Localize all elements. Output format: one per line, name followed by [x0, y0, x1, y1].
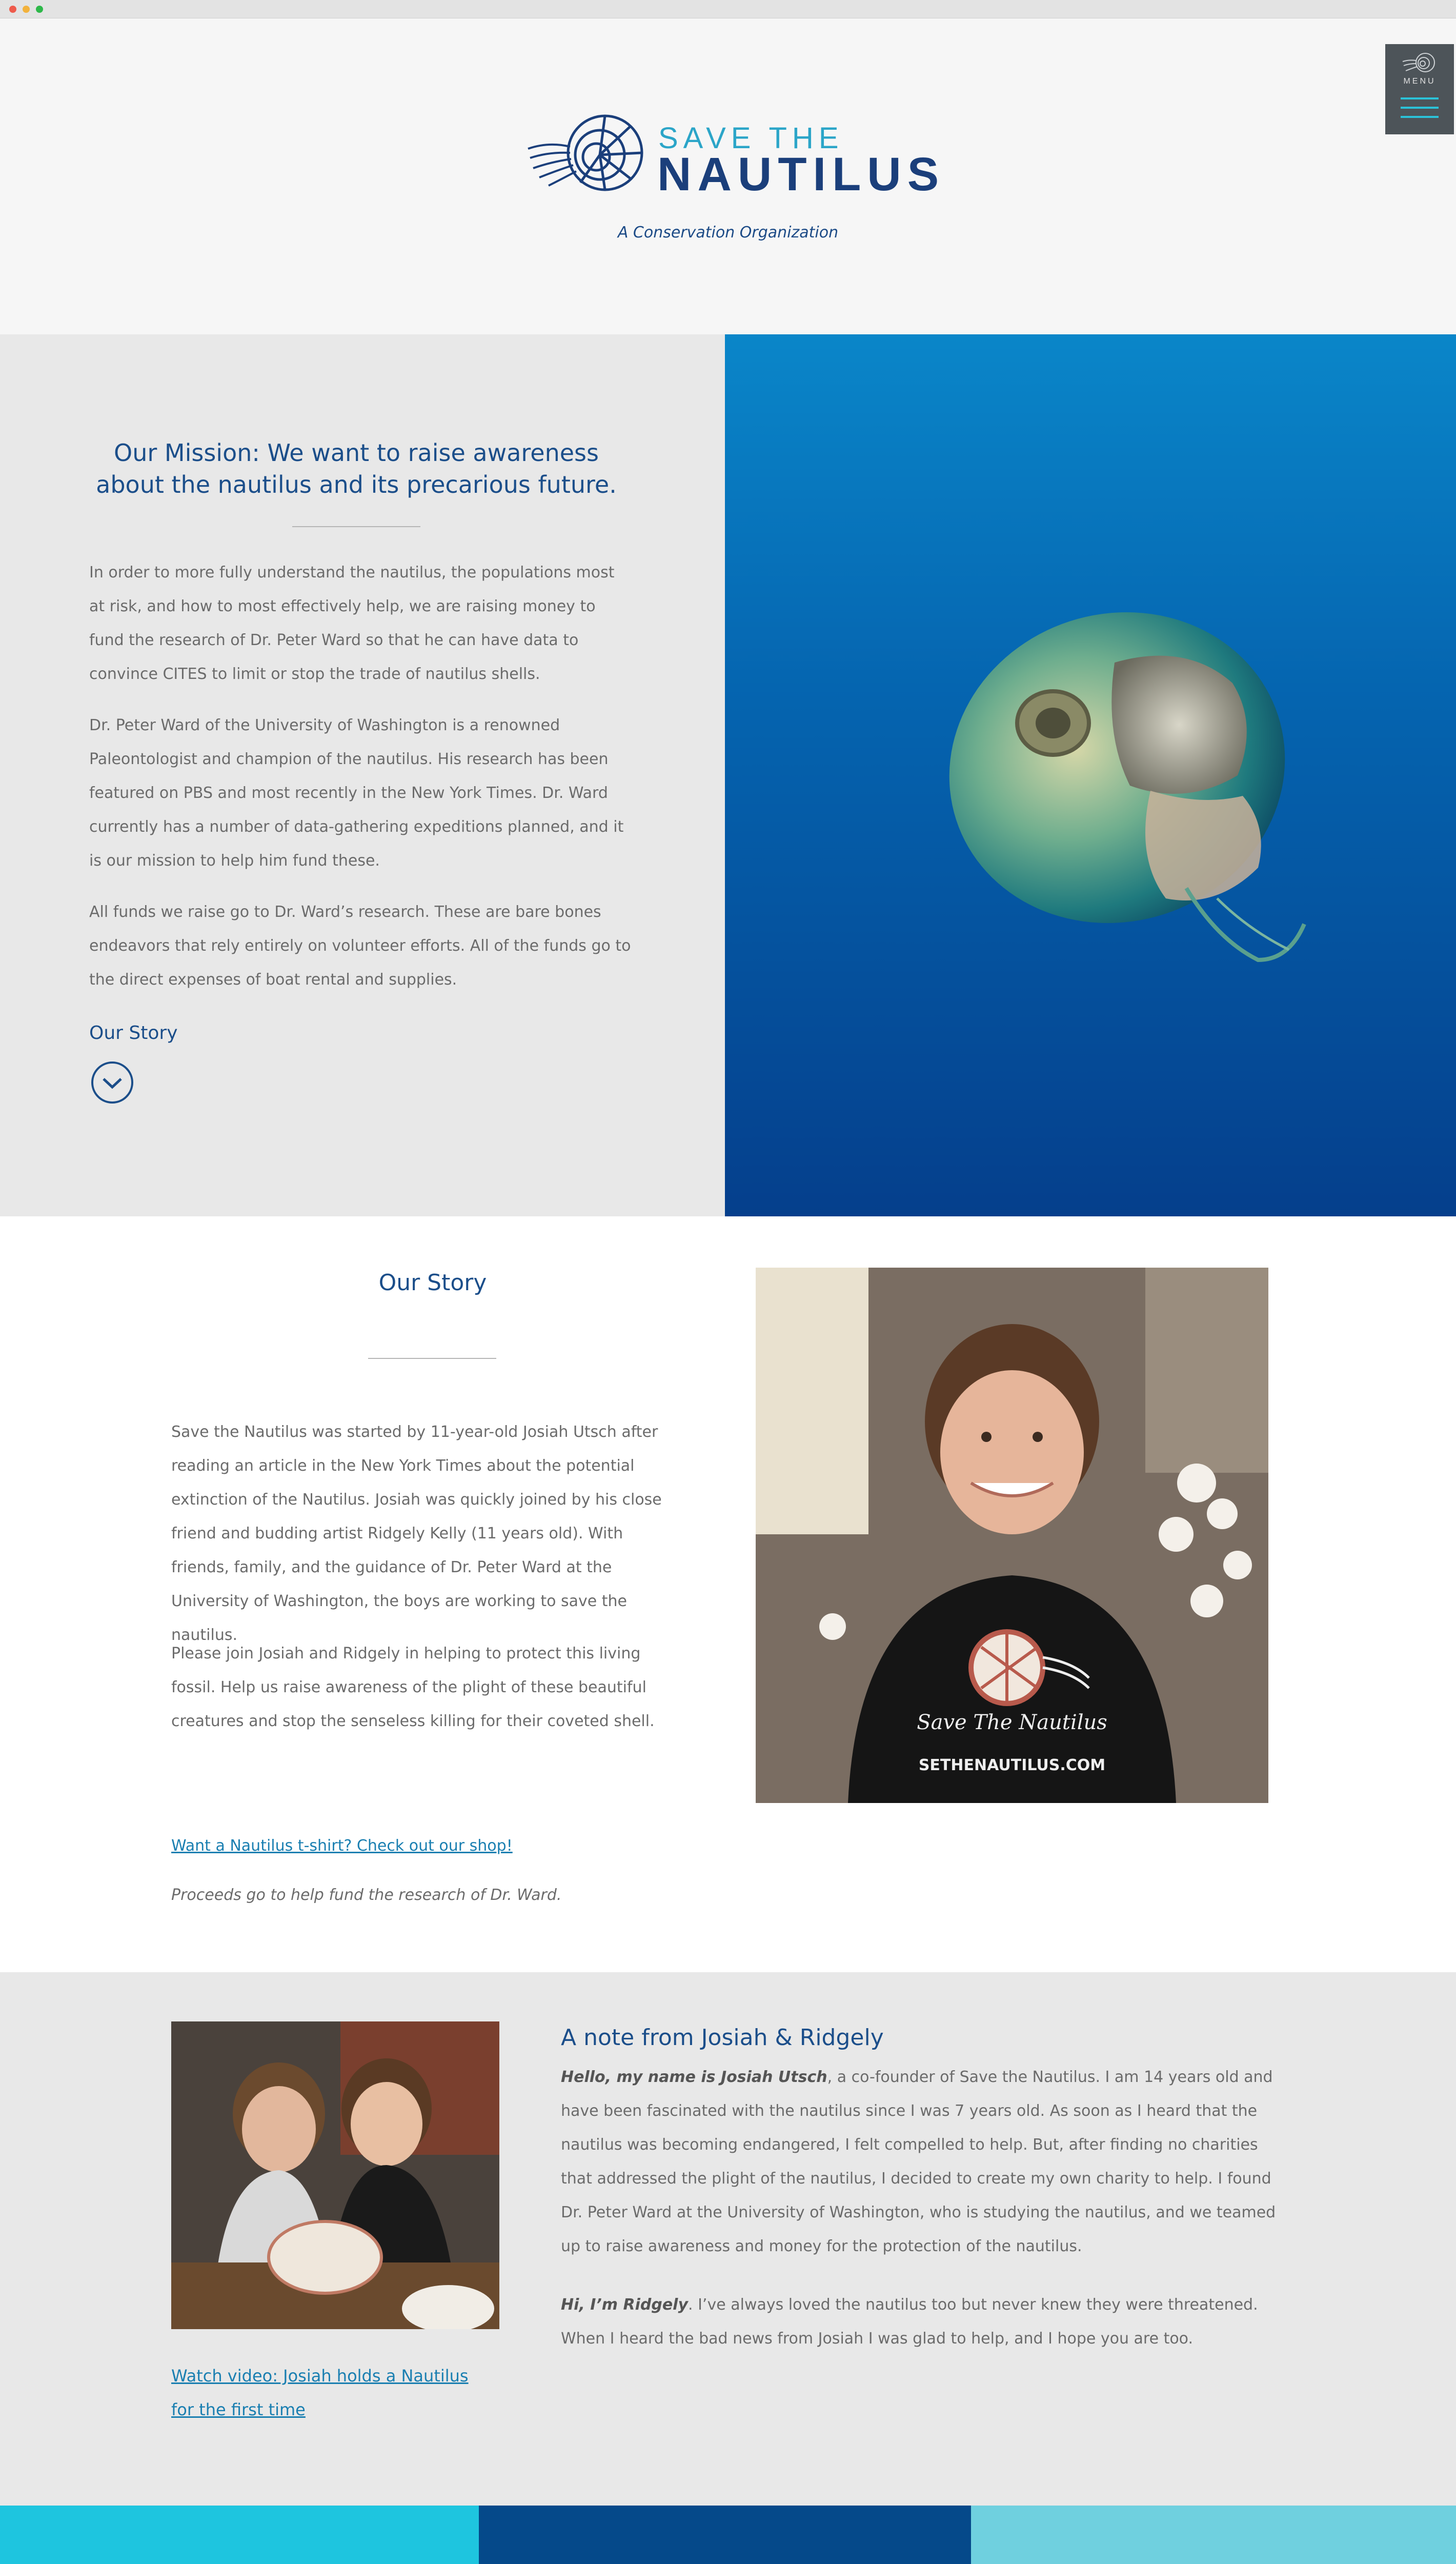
chevron-down-icon	[93, 1064, 131, 1101]
our-story-heading: Our Story	[378, 1270, 487, 1296]
scroll-down-button[interactable]	[91, 1061, 133, 1104]
mission-paragraph: Dr. Peter Ward of the University of Washington is a renowned Paleontologist and champion of the nautilus. His research has been featured on PBS and most recently in the New York Times. Dr. Ward currently has a number of data-gathering expeditions planned, and it is our mission to help him fund these.	[89, 716, 624, 870]
hamburger-bar	[1401, 97, 1439, 99]
nautilus-photo	[725, 334, 1456, 1216]
site-tagline: A Conservation Organization	[617, 224, 839, 242]
watch-video-link[interactable]: Watch video: Josiah holds a Nautilus for the first time	[171, 2366, 469, 2419]
shirt-text: Save The Nautilus	[917, 1711, 1107, 1734]
note-paragraph-ridgely	[561, 2288, 1284, 2356]
our-story-section	[0, 1216, 1456, 1972]
story-paragraph: Save the Nautilus was started by 11-year-old Josiah Utsch after reading an article in the New York Times about the potential extinction of the Nautilus. Josiah was quickly joined by his close friend and budding artist Ridgely Kelly (11 years old). With friends, family, and the guidance of Dr. Peter Ward at the University of Washington, the boys are working to save the nautilus.	[171, 1423, 662, 1644]
cta-panel-involved	[971, 2506, 1456, 2564]
mission-paragraph: All funds we raise go to Dr. Ward’s research. These are bare bones endeavors that rely entirely on volunteer efforts. All of the funds go to the direct expenses of boat rental and supplies.	[89, 903, 631, 989]
site-header	[0, 18, 1456, 334]
shirt-url: SETHENAUTILUS.COM	[918, 1756, 1106, 1774]
nautilus-illustration	[725, 334, 1456, 1216]
note-heading: A note from Josiah & Ridgely	[561, 2025, 884, 2051]
boy-portrait-illustration	[756, 1268, 1268, 1803]
logo-text-top: SAVE THE	[658, 122, 844, 155]
hamburger-bar	[1401, 116, 1439, 118]
minimize-window-button[interactable]	[23, 6, 30, 13]
site-logo[interactable]	[523, 111, 945, 213]
divider	[368, 1358, 496, 1359]
hamburger-bar	[1401, 107, 1439, 109]
shop-link[interactable]: Want a Nautilus t-shirt? Check out our shop!	[171, 1837, 513, 1855]
josiah-intro: Hello, my name is Josiah Utsch	[561, 2068, 827, 2086]
josiah-text: , a co-founder of Save the Nautilus. I am 14 years old and have been fascinated with the nautilus since I was 7 years old. As soon as I heard that the nautilus was becoming endangered, I felt compelled to help. But, after finding no charities that addressed the plight of the nautilus, I decided to create my own charity to help. I found Dr. Peter Ward at the University of Washington, who is studying the nautilus, and we teamed up to raise awareness and money for the protection of the nautilus.	[561, 2068, 1276, 2255]
close-window-button[interactable]	[9, 6, 16, 13]
our-story-link[interactable]: Our Story	[89, 1023, 178, 1044]
proceeds-note: Proceeds go to help fund the research of Dr. Ward.	[171, 1886, 562, 1904]
maximize-window-button[interactable]	[36, 6, 43, 13]
menu-button[interactable]	[1385, 44, 1454, 134]
nautilus-shell-icon	[523, 111, 651, 198]
mission-section	[0, 334, 725, 1216]
mission-heading: Our Mission: We want to raise awareness about the nautilus and its precarious future.	[96, 439, 617, 498]
cta-panel-press	[479, 2506, 971, 2564]
divider	[292, 526, 420, 527]
ridgely-intro: Hi, I’m Ridgely	[561, 2296, 689, 2314]
browser-titlebar	[0, 0, 1456, 18]
josiah-photo	[756, 1268, 1268, 1803]
boys-illustration	[171, 2021, 499, 2329]
ridgely-text: . I’ve always loved the nautilus too but never knew they were threatened. When I heard the bad news from Josiah I was glad to help, and I hope you are too.	[561, 2296, 1258, 2348]
boys-video-thumbnail[interactable]	[171, 2021, 499, 2329]
menu-label: MENU	[1403, 77, 1436, 86]
nautilus-mini-icon	[1402, 51, 1438, 74]
mission-paragraph: In order to more fully understand the nautilus, the populations most at risk, and how to most effectively help, we are raising money to fund the research of Dr. Peter Ward so that he can have data to convince CITES to limit or stop the trade of nautilus shells.	[89, 564, 615, 683]
note-section	[0, 1972, 1456, 2506]
note-paragraph-josiah	[561, 2060, 1284, 2263]
story-paragraph: Please join Josiah and Ridgely in helping to protect this living fossil. Help us raise awareness of the plight of these beautiful creatures and stop the senseless killing for their coveted shell.	[171, 1645, 655, 1730]
cta-panel-scientists	[0, 2506, 479, 2564]
logo-text-bottom: NAUTILUS	[657, 148, 945, 201]
